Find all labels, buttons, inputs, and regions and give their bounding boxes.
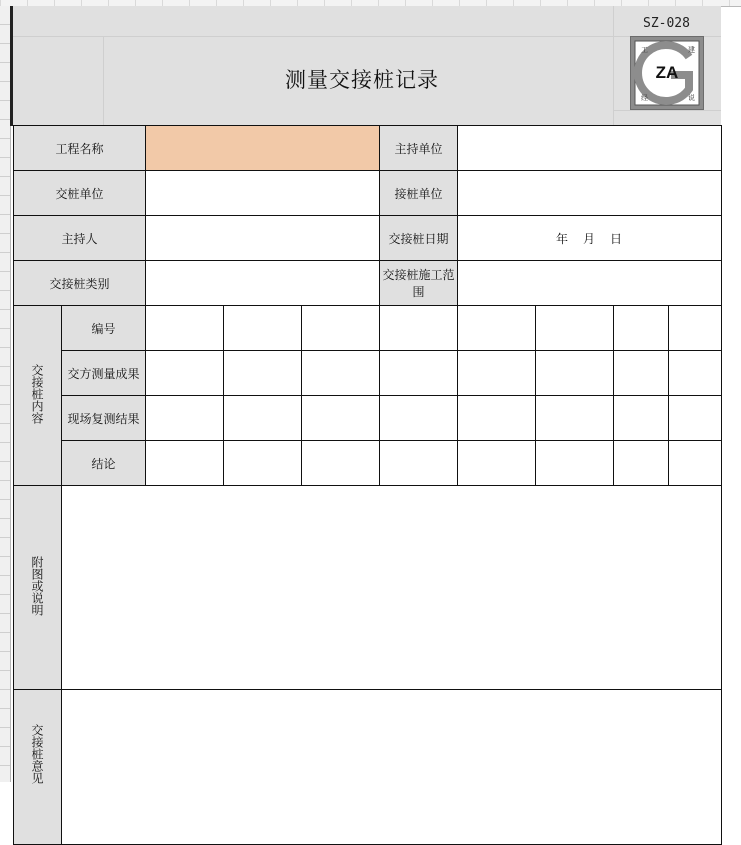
content-cell[interactable] — [380, 396, 458, 441]
attachment-label: 附图或说明 — [14, 486, 62, 690]
content-cell[interactable] — [669, 396, 722, 441]
content-section-label: 交接桩内容 — [14, 306, 62, 486]
content-cell[interactable] — [224, 351, 302, 396]
content-cell[interactable] — [380, 441, 458, 486]
category-field[interactable] — [146, 261, 380, 306]
content-cell[interactable] — [380, 306, 458, 351]
content-cell[interactable] — [669, 306, 722, 351]
handover-date-field[interactable] — [458, 216, 722, 261]
content-cell[interactable] — [302, 306, 380, 351]
project-name-label: 工程名称 — [14, 126, 146, 171]
attachment-field[interactable] — [62, 486, 722, 690]
date-day: 日 — [610, 231, 624, 246]
content-cell[interactable] — [536, 351, 614, 396]
content-cell[interactable] — [224, 306, 302, 351]
opinion-field[interactable] — [62, 690, 722, 845]
content-row-label: 现场复测结果 — [62, 396, 146, 441]
svg-text:工: 工 — [641, 46, 648, 54]
handover-date-label: 交接桩日期 — [380, 216, 458, 261]
content-cell[interactable] — [669, 351, 722, 396]
content-cell[interactable] — [614, 306, 669, 351]
host-unit-field[interactable] — [458, 126, 722, 171]
content-cell[interactable] — [302, 441, 380, 486]
receive-unit-label: 接桩单位 — [380, 171, 458, 216]
content-cell[interactable] — [458, 396, 536, 441]
range-field[interactable] — [458, 261, 722, 306]
content-cell[interactable] — [669, 441, 722, 486]
document-code: SZ-028 — [643, 16, 690, 31]
date-month: 月 — [582, 231, 596, 246]
content-cell[interactable] — [146, 306, 224, 351]
handover-unit-label: 交桩单位 — [14, 171, 146, 216]
category-label: 交接桩类别 — [14, 261, 146, 306]
content-cell[interactable] — [458, 351, 536, 396]
content-cell[interactable] — [536, 396, 614, 441]
host-person-field[interactable] — [146, 216, 380, 261]
page-title: 测量交接桩记录 — [285, 68, 439, 92]
handover-unit-field[interactable] — [146, 171, 380, 216]
receive-unit-field[interactable] — [458, 171, 722, 216]
content-row-label: 编号 — [62, 306, 146, 351]
record-form — [13, 125, 722, 845]
content-cell[interactable] — [614, 396, 669, 441]
content-cell[interactable] — [302, 396, 380, 441]
svg-text:经: 经 — [641, 94, 648, 102]
content-cell[interactable] — [302, 351, 380, 396]
host-unit-label: 主持单位 — [380, 126, 458, 171]
logo-center-text: ZA — [655, 63, 679, 82]
content-cell[interactable] — [380, 351, 458, 396]
svg-text:说: 说 — [688, 94, 695, 102]
range-label: 交接桩施工范围 — [380, 261, 458, 306]
content-row-label: 交方测量成果 — [62, 351, 146, 396]
project-name-field[interactable] — [146, 126, 380, 171]
content-cell[interactable] — [146, 351, 224, 396]
content-cell[interactable] — [536, 306, 614, 351]
document-header — [13, 6, 721, 126]
company-logo — [630, 36, 704, 110]
content-cell[interactable] — [224, 396, 302, 441]
content-cell[interactable] — [458, 441, 536, 486]
content-cell[interactable] — [614, 441, 669, 486]
content-row-label: 结论 — [62, 441, 146, 486]
content-cell[interactable] — [146, 396, 224, 441]
opinion-label: 交接桩意见 — [14, 690, 62, 845]
content-cell[interactable] — [146, 441, 224, 486]
date-year: 年 — [555, 231, 569, 246]
content-cell[interactable] — [458, 306, 536, 351]
content-cell[interactable] — [536, 441, 614, 486]
content-cell[interactable] — [224, 441, 302, 486]
host-person-label: 主持人 — [14, 216, 146, 261]
svg-text:建: 建 — [688, 46, 695, 54]
content-cell[interactable] — [614, 351, 669, 396]
